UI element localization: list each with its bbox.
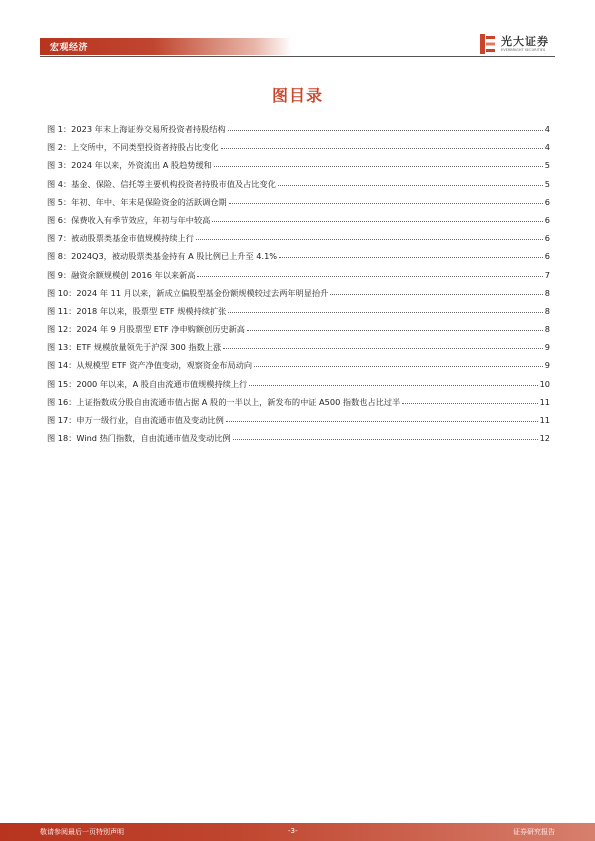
toc-entry[interactable]: [47, 251, 550, 269]
toc-entry[interactable]: [47, 124, 550, 142]
footer-page-number: -3-: [288, 827, 298, 835]
toc-entry[interactable]: [47, 433, 550, 451]
toc-entry-label: 图 3：2024 年以来，外资流出 A 股趋势缓和: [47, 160, 212, 171]
toc-entry-page: 5: [544, 160, 550, 171]
toc-leader-dots: [228, 130, 543, 131]
toc-entry[interactable]: [47, 142, 550, 160]
toc-entry[interactable]: [47, 179, 550, 197]
toc-entry[interactable]: [47, 324, 550, 342]
toc-entry-page: 11: [539, 396, 550, 407]
toc-leader-dots: [221, 148, 543, 149]
toc-entry-label: 图 16：上证指数成分股自由流通市值占据 A 股的一半以上，新发布的中证 A500 指数也占比过半: [47, 396, 401, 407]
toc-entry[interactable]: [47, 233, 550, 251]
toc-leader-dots: [233, 439, 538, 440]
toc-entry-page: 7: [544, 269, 550, 280]
toc-entry[interactable]: [47, 360, 550, 378]
toc-leader-dots: [196, 239, 543, 240]
toc-leader-dots: [249, 385, 537, 386]
toc-entry-page: 12: [539, 433, 550, 444]
toc-entry-label: 图 6：保费收入有季节效应，年初与年中较高: [47, 214, 211, 225]
toc-leader-dots: [214, 166, 543, 167]
toc-entry-label: 图 13：ETF 规模放量领先于沪深 300 指数上涨: [47, 342, 222, 353]
toc-entry[interactable]: [47, 342, 550, 360]
toc-leader-dots: [228, 312, 542, 313]
toc-entry[interactable]: [47, 288, 550, 306]
toc-entry[interactable]: [47, 397, 550, 415]
toc-entry-label: 图 10：2024 年 11 月以来，新成立偏股型基金份额规模较过去两年明显抬升: [47, 287, 329, 298]
toc-entry-label: 图 4：基金、保险、信托等主要机构投资者持股市值及占比变化: [47, 178, 276, 189]
toc-entry[interactable]: [47, 415, 550, 433]
toc-entry[interactable]: [47, 215, 550, 233]
toc-entry-page: 11: [539, 415, 550, 425]
toc-entry-label: 图 1：2023 年末上海证券交易所投资者持股结构: [47, 124, 226, 134]
toc-leader-dots: [330, 294, 542, 295]
toc-leader-dots: [254, 366, 543, 367]
toc-entry-label: 图 2：上交所中，不同类型投资者持股占比变化: [47, 142, 219, 153]
toc-entry-label: 图 5：年初、年中、年末是保险资金的活跃调仓期: [47, 196, 227, 207]
toc-entry-label: 图 7：被动股票类基金市值规模持续上行: [47, 233, 194, 244]
toc-entry-page: 8: [544, 287, 550, 298]
toc-entry-page: 6: [544, 233, 550, 244]
toc-entry-label: 图 12：2024 年 9 月股票型 ETF 净申购额创历史新高: [47, 324, 245, 335]
section-banner: [40, 38, 292, 55]
company-logo: [478, 33, 558, 55]
everbright-logo-icon: [478, 33, 498, 55]
toc-entry-label: 图 14：从规模型 ETF 资产净值变动，观察资金布局动向: [47, 360, 253, 371]
toc-leader-dots: [279, 257, 543, 258]
toc-entry-page: 8: [544, 305, 550, 316]
toc-entry-page: 4: [544, 142, 550, 153]
toc-entry-page: 6: [544, 251, 550, 262]
figure-list: [47, 124, 550, 451]
toc-leader-dots: [223, 348, 543, 349]
toc-entry-page: 5: [544, 178, 550, 189]
toc-leader-dots: [226, 421, 538, 422]
toc-entry-page: 8: [544, 324, 550, 335]
toc-leader-dots: [278, 185, 543, 186]
toc-entry-page: 4: [544, 124, 550, 134]
toc-leader-dots: [247, 330, 543, 331]
toc-entry[interactable]: [47, 379, 550, 397]
toc-leader-dots: [402, 403, 537, 404]
page-title: 图目录: [271, 86, 323, 105]
footer-report-type: 证券研究报告: [513, 828, 555, 836]
toc-leader-dots: [229, 203, 543, 204]
toc-entry-page: 6: [544, 196, 550, 207]
toc-entry-label: 图 15：2000 年以来，A 股自由流通市值规模持续上行: [47, 378, 248, 389]
toc-entry-label: 图 11：2018 年以来，股票型 ETF 规模持续扩张: [47, 305, 227, 316]
toc-entry-label: 图 9：融资余额规模创 2016 年以来新高: [47, 269, 196, 280]
toc-entry-page: 6: [544, 214, 550, 225]
header-divider: [40, 56, 555, 57]
logo-chinese-name: 光大证券: [501, 35, 549, 48]
footer-bar: [0, 823, 595, 841]
toc-entry-label: 图 8：2024Q3，被动股票类基金持有 A 股比例已上升至 4.1%: [47, 251, 278, 262]
logo-english-name: EVERBRIGHT SECURITIES: [501, 48, 546, 52]
toc-leader-dots: [197, 276, 542, 277]
toc-entry-page: 9: [544, 360, 550, 371]
toc-entry[interactable]: [47, 270, 550, 288]
toc-leader-dots: [212, 221, 542, 222]
toc-entry[interactable]: [47, 306, 550, 324]
toc-entry[interactable]: [47, 197, 550, 215]
toc-entry-page: 9: [544, 342, 550, 353]
toc-entry-label: 图 17：申万一级行业，自由流通市值及变动比例: [47, 415, 224, 425]
toc-entry-label: 图 18：Wind 热门指数，自由流通市值及变动比例: [47, 433, 231, 444]
toc-entry[interactable]: [47, 160, 550, 178]
footer-disclaimer: 敬请参阅最后一页特别声明: [40, 828, 124, 836]
toc-entry-page: 10: [539, 378, 550, 389]
section-label: 宏观经济: [50, 43, 89, 53]
